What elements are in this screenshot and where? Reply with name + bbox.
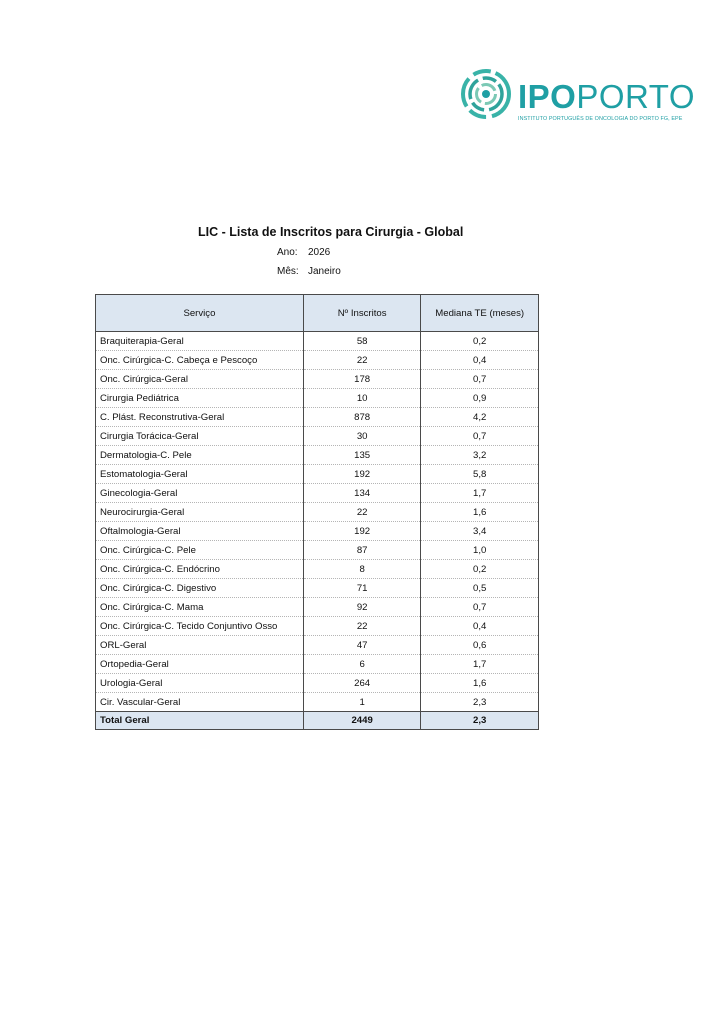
service-cell: Braquiterapia-Geral bbox=[96, 332, 304, 351]
table-row bbox=[96, 484, 539, 503]
median-cell: 1,6 bbox=[421, 503, 539, 522]
service-cell: Cirurgia Torácica-Geral bbox=[96, 427, 304, 446]
table-row bbox=[96, 598, 539, 617]
table-row bbox=[96, 560, 539, 579]
median-cell: 0,7 bbox=[421, 598, 539, 617]
enrolled-cell: 178 bbox=[303, 370, 421, 389]
median-cell: 5,8 bbox=[421, 465, 539, 484]
enrolled-cell: 6 bbox=[303, 655, 421, 674]
service-cell: Cir. Vascular-Geral bbox=[96, 693, 304, 712]
service-cell: Neurocirurgia-Geral bbox=[96, 503, 304, 522]
year-label: Ano: bbox=[277, 247, 298, 258]
median-cell: 0,2 bbox=[421, 332, 539, 351]
enrolled-cell: 22 bbox=[303, 617, 421, 636]
service-cell: Oftalmologia-Geral bbox=[96, 522, 304, 541]
median-cell: 0,9 bbox=[421, 389, 539, 408]
enrolled-cell: 71 bbox=[303, 579, 421, 598]
median-cell: 0,7 bbox=[421, 427, 539, 446]
service-cell: Onc. Cirúrgica-C. Tecido Conjuntivo Osso bbox=[96, 617, 304, 636]
logo-subtitle: INSTITUTO PORTUGUÊS DE ONCOLOGIA DO PORTO FG, EPE bbox=[518, 116, 683, 122]
table-row bbox=[96, 427, 539, 446]
service-cell: Onc. Cirúrgica-C. Cabeça e Pescoço bbox=[96, 351, 304, 370]
table-row bbox=[96, 655, 539, 674]
logo-brand-light: PORTO bbox=[576, 78, 696, 115]
enrolled-cell: 47 bbox=[303, 636, 421, 655]
table-row bbox=[96, 370, 539, 389]
service-cell: Onc. Cirúrgica-C. Pele bbox=[96, 541, 304, 560]
table-row bbox=[96, 541, 539, 560]
month-value: Janeiro bbox=[308, 266, 341, 277]
service-cell: Estomatologia-Geral bbox=[96, 465, 304, 484]
median-cell: 1,7 bbox=[421, 655, 539, 674]
median-cell: 3,4 bbox=[421, 522, 539, 541]
service-cell: ORL-Geral bbox=[96, 636, 304, 655]
service-cell: Onc. Cirúrgica-C. Mama bbox=[96, 598, 304, 617]
enrolled-cell: 92 bbox=[303, 598, 421, 617]
enrolled-cell: 134 bbox=[303, 484, 421, 503]
service-cell: Urologia-Geral bbox=[96, 674, 304, 693]
total-enrolled: 2449 bbox=[303, 712, 421, 730]
enrolled-cell: 8 bbox=[303, 560, 421, 579]
table-body bbox=[96, 332, 539, 712]
enrolled-cell: 10 bbox=[303, 389, 421, 408]
median-cell: 0,5 bbox=[421, 579, 539, 598]
enrolled-cell: 30 bbox=[303, 427, 421, 446]
table-row bbox=[96, 351, 539, 370]
table-row bbox=[96, 503, 539, 522]
median-cell: 1,0 bbox=[421, 541, 539, 560]
service-cell: Dermatologia-C. Pele bbox=[96, 446, 304, 465]
total-service: Total Geral bbox=[96, 712, 304, 730]
total-median: 2,3 bbox=[421, 712, 539, 730]
median-cell: 0,2 bbox=[421, 560, 539, 579]
service-cell: Ginecologia-Geral bbox=[96, 484, 304, 503]
ipo-porto-logo bbox=[460, 66, 696, 128]
median-cell: 4,2 bbox=[421, 408, 539, 427]
header-enrolled: Nº Inscritos bbox=[303, 295, 421, 332]
table-row bbox=[96, 332, 539, 351]
month-label: Mês: bbox=[277, 266, 299, 277]
header-median: Mediana TE (meses) bbox=[421, 295, 539, 332]
table-row bbox=[96, 693, 539, 712]
service-cell: Onc. Cirúrgica-C. Endócrino bbox=[96, 560, 304, 579]
report-title: LIC - Lista de Inscritos para Cirurgia - Global bbox=[198, 225, 464, 239]
enrolled-cell: 1 bbox=[303, 693, 421, 712]
service-cell: Cirurgia Pediátrica bbox=[96, 389, 304, 408]
enrolled-cell: 878 bbox=[303, 408, 421, 427]
median-cell: 0,6 bbox=[421, 636, 539, 655]
median-cell: 2,3 bbox=[421, 693, 539, 712]
service-cell: Onc. Cirúrgica-C. Digestivo bbox=[96, 579, 304, 598]
median-cell: 1,7 bbox=[421, 484, 539, 503]
table-row bbox=[96, 674, 539, 693]
enrolled-cell: 264 bbox=[303, 674, 421, 693]
table-row bbox=[96, 389, 539, 408]
service-cell: Onc. Cirúrgica-Geral bbox=[96, 370, 304, 389]
enrolled-cell: 135 bbox=[303, 446, 421, 465]
enrolled-cell: 22 bbox=[303, 351, 421, 370]
table-row bbox=[96, 408, 539, 427]
enrolled-cell: 87 bbox=[303, 541, 421, 560]
median-cell: 0,7 bbox=[421, 370, 539, 389]
median-cell: 0,4 bbox=[421, 617, 539, 636]
table-row bbox=[96, 579, 539, 598]
median-cell: 1,6 bbox=[421, 674, 539, 693]
table-row bbox=[96, 465, 539, 484]
table-row bbox=[96, 636, 539, 655]
logo-emblem-icon bbox=[460, 66, 514, 128]
table-header-row bbox=[96, 295, 539, 332]
enrolled-cell: 22 bbox=[303, 503, 421, 522]
median-cell: 3,2 bbox=[421, 446, 539, 465]
table-row bbox=[96, 522, 539, 541]
header-service: Serviço bbox=[96, 295, 304, 332]
total-row bbox=[96, 712, 539, 730]
enrolled-cell: 192 bbox=[303, 522, 421, 541]
service-cell: Ortopedia-Geral bbox=[96, 655, 304, 674]
median-cell: 0,4 bbox=[421, 351, 539, 370]
table-row bbox=[96, 617, 539, 636]
year-value: 2026 bbox=[308, 247, 331, 258]
enrolled-cell: 192 bbox=[303, 465, 421, 484]
enrolled-cell: 58 bbox=[303, 332, 421, 351]
table-row bbox=[96, 446, 539, 465]
enrollment-table bbox=[95, 294, 539, 730]
service-cell: C. Plást. Reconstrutiva-Geral bbox=[96, 408, 304, 427]
logo-brand-strong: IPO bbox=[518, 78, 577, 115]
